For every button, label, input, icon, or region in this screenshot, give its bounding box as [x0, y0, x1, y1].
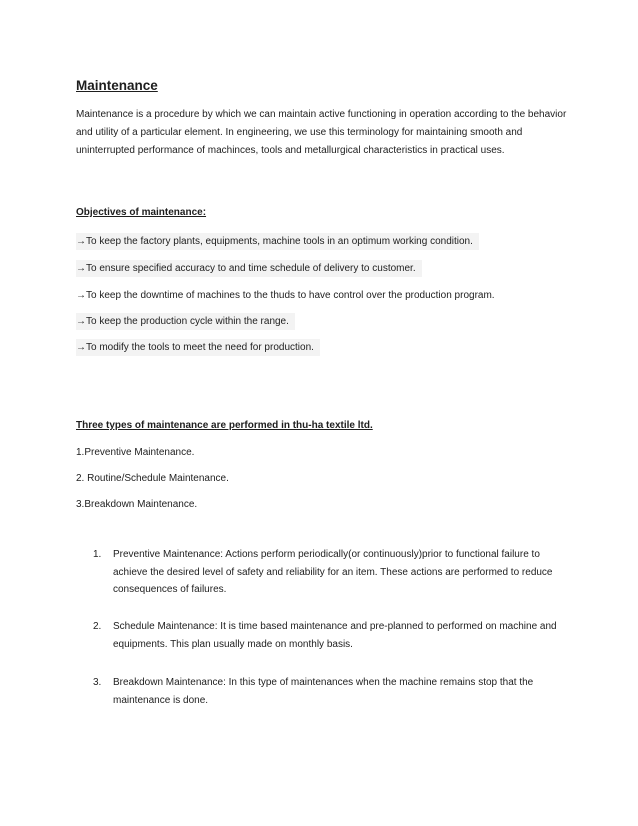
type-line: 1.Preventive Maintenance. [76, 447, 195, 458]
types-heading: Three types of maintenance are performed in thu-ha textile ltd. [76, 420, 373, 431]
objectives-heading: Objectives of maintenance: [76, 207, 207, 218]
detail-text: Preventive Maintenance: Actions perform periodically(or continuously)prior to functional failure to achieve the desired level of safety and reliability for an item. These actions are performed to reduce consequences of failures. [113, 549, 553, 595]
detail-marker: 2. [93, 621, 102, 632]
objective-item: →To keep the production cycle within the range. [76, 313, 295, 330]
intro-paragraph: Maintenance is a procedure by which we can maintain active functioning in operation according to the behavior and utility of a particular element. In engineering, we use this terminology for maintaining smooth and uninterrupted performance of machinces, tools and metallurgical characteristics in practical uses. [76, 109, 567, 157]
detail-item [93, 674, 568, 709]
detail-item [93, 618, 568, 653]
detail-text: Breakdown Maintenance: In this type of maintenances when the machine remains stop that the maintenance is done. [113, 677, 534, 706]
type-line: 3.Breakdown Maintenance. [76, 499, 198, 510]
detail-marker: 1. [93, 549, 102, 560]
document-page [76, 0, 568, 826]
type-line: 2. Routine/Schedule Maintenance. [76, 473, 229, 484]
objective-item: →To ensure specified accuracy to and time schedule of delivery to customer. [76, 260, 422, 277]
detail-marker: 3. [93, 677, 102, 688]
objective-item: →To keep the factory plants, equipments, machine tools in an optimum working condition. [76, 233, 479, 250]
document-title: Maintenance [76, 78, 158, 93]
objective-item: →To keep the downtime of machines to the thuds to have control over the production program. [76, 290, 495, 301]
detail-text: Schedule Maintenance: It is time based maintenance and pre-planned to performed on machine and equipments. This plan usually made on monthly basis. [113, 621, 557, 650]
objective-item: →To modify the tools to meet the need for production. [76, 339, 320, 356]
detail-item [93, 546, 568, 599]
